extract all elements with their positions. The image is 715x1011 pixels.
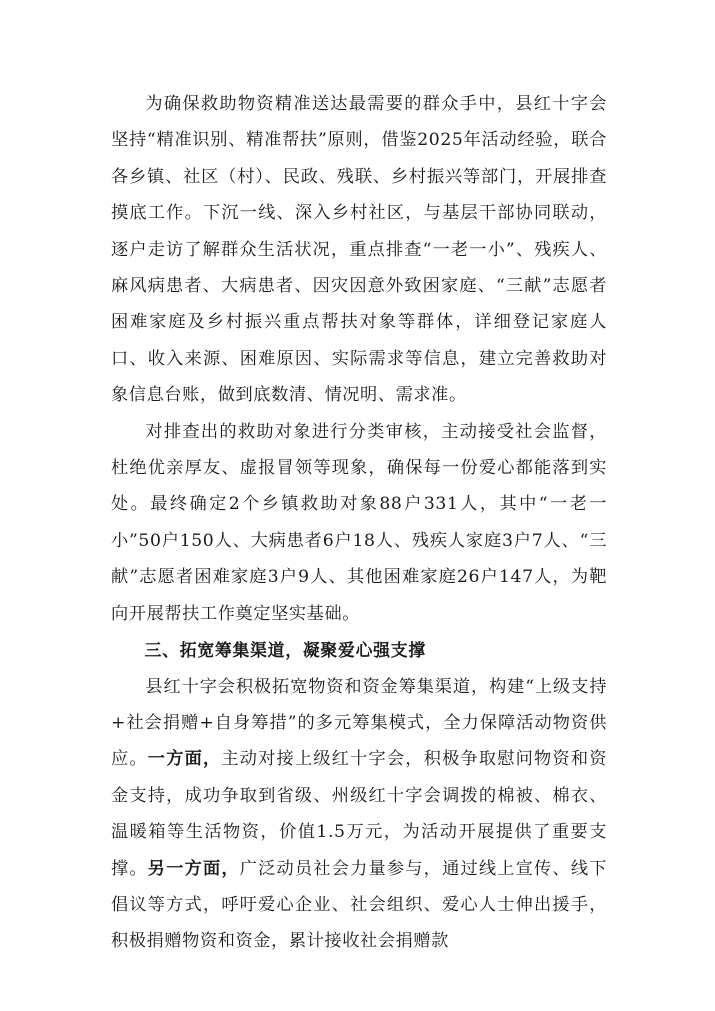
section-heading: 三、拓宽筹集渠道，凝聚爱心强支撑 <box>144 640 426 661</box>
fundraising-bold-first: 一方面， <box>147 749 222 770</box>
fundraising-text-part1: 县红十字会积极拓宽物资和资金筹集渠道，构建“上级支持+社会捐赠+自身筹措”的多元筹集模式，全力保障活动物资供应。 <box>111 676 607 770</box>
paragraph-review: 对排查出的救助对象进行分类审核，主动接受社会监督，杜绝优亲厚友、虚报冒领等现象，确保每一份爱心都能落到实处。最终确定2个乡镇救助对象88户331人，其中“一老一小”50户150人、大病患者6户18人、残疾人家庭3户7人、“三献”志愿者困难家庭3户9人、其他困难家庭26户147人，为靶向开展帮扶工作奠定坚实基础。 <box>111 421 607 624</box>
paragraph-fundraising <box>111 669 607 960</box>
paragraph-screening: 为确保救助物资精准送达最需要的群众手中，县红十字会坚持“精准识别、精准帮扶”原则，借鉴2025年活动经验，联合各乡镇、社区（村）、民政、残联、乡村振兴等部门，开展排查摸底工作。下沉一线、深入乡村社区，与基层干部协同联动，逐户走访了解群众生活状况，重点排查“一老一小”、残疾人、麻风病患者、大病患者、因灾因意外致困家庭、“三献”志愿者困难家庭及乡村振兴重点帮扶对象等群体，详细登记家庭人口、收入来源、困难原因、实际需求等信息，建立完善救助对象信息台账，做到底数清、情况明、需求准。 <box>111 94 607 406</box>
document-body <box>111 86 607 960</box>
fundraising-text-part2: 主动对接上级红十字会，积极争取慰问物资和资金支持，成功争取到省级、州级红十字会调拨的棉被、棉衣、温暖箱等生活物资，价值1.5万元，为活动开展提供了重要支撑。 <box>111 749 608 879</box>
fundraising-bold-second: 另一方面， <box>147 858 240 879</box>
fundraising-text-part3: 广泛动员社会力量参与，通过线上宣传、线下倡议等方式，呼吁爱心企业、社会组织、爱心人士伸出援手，积极捐赠物资和资金，累计接收社会捐赠款 <box>111 858 607 952</box>
